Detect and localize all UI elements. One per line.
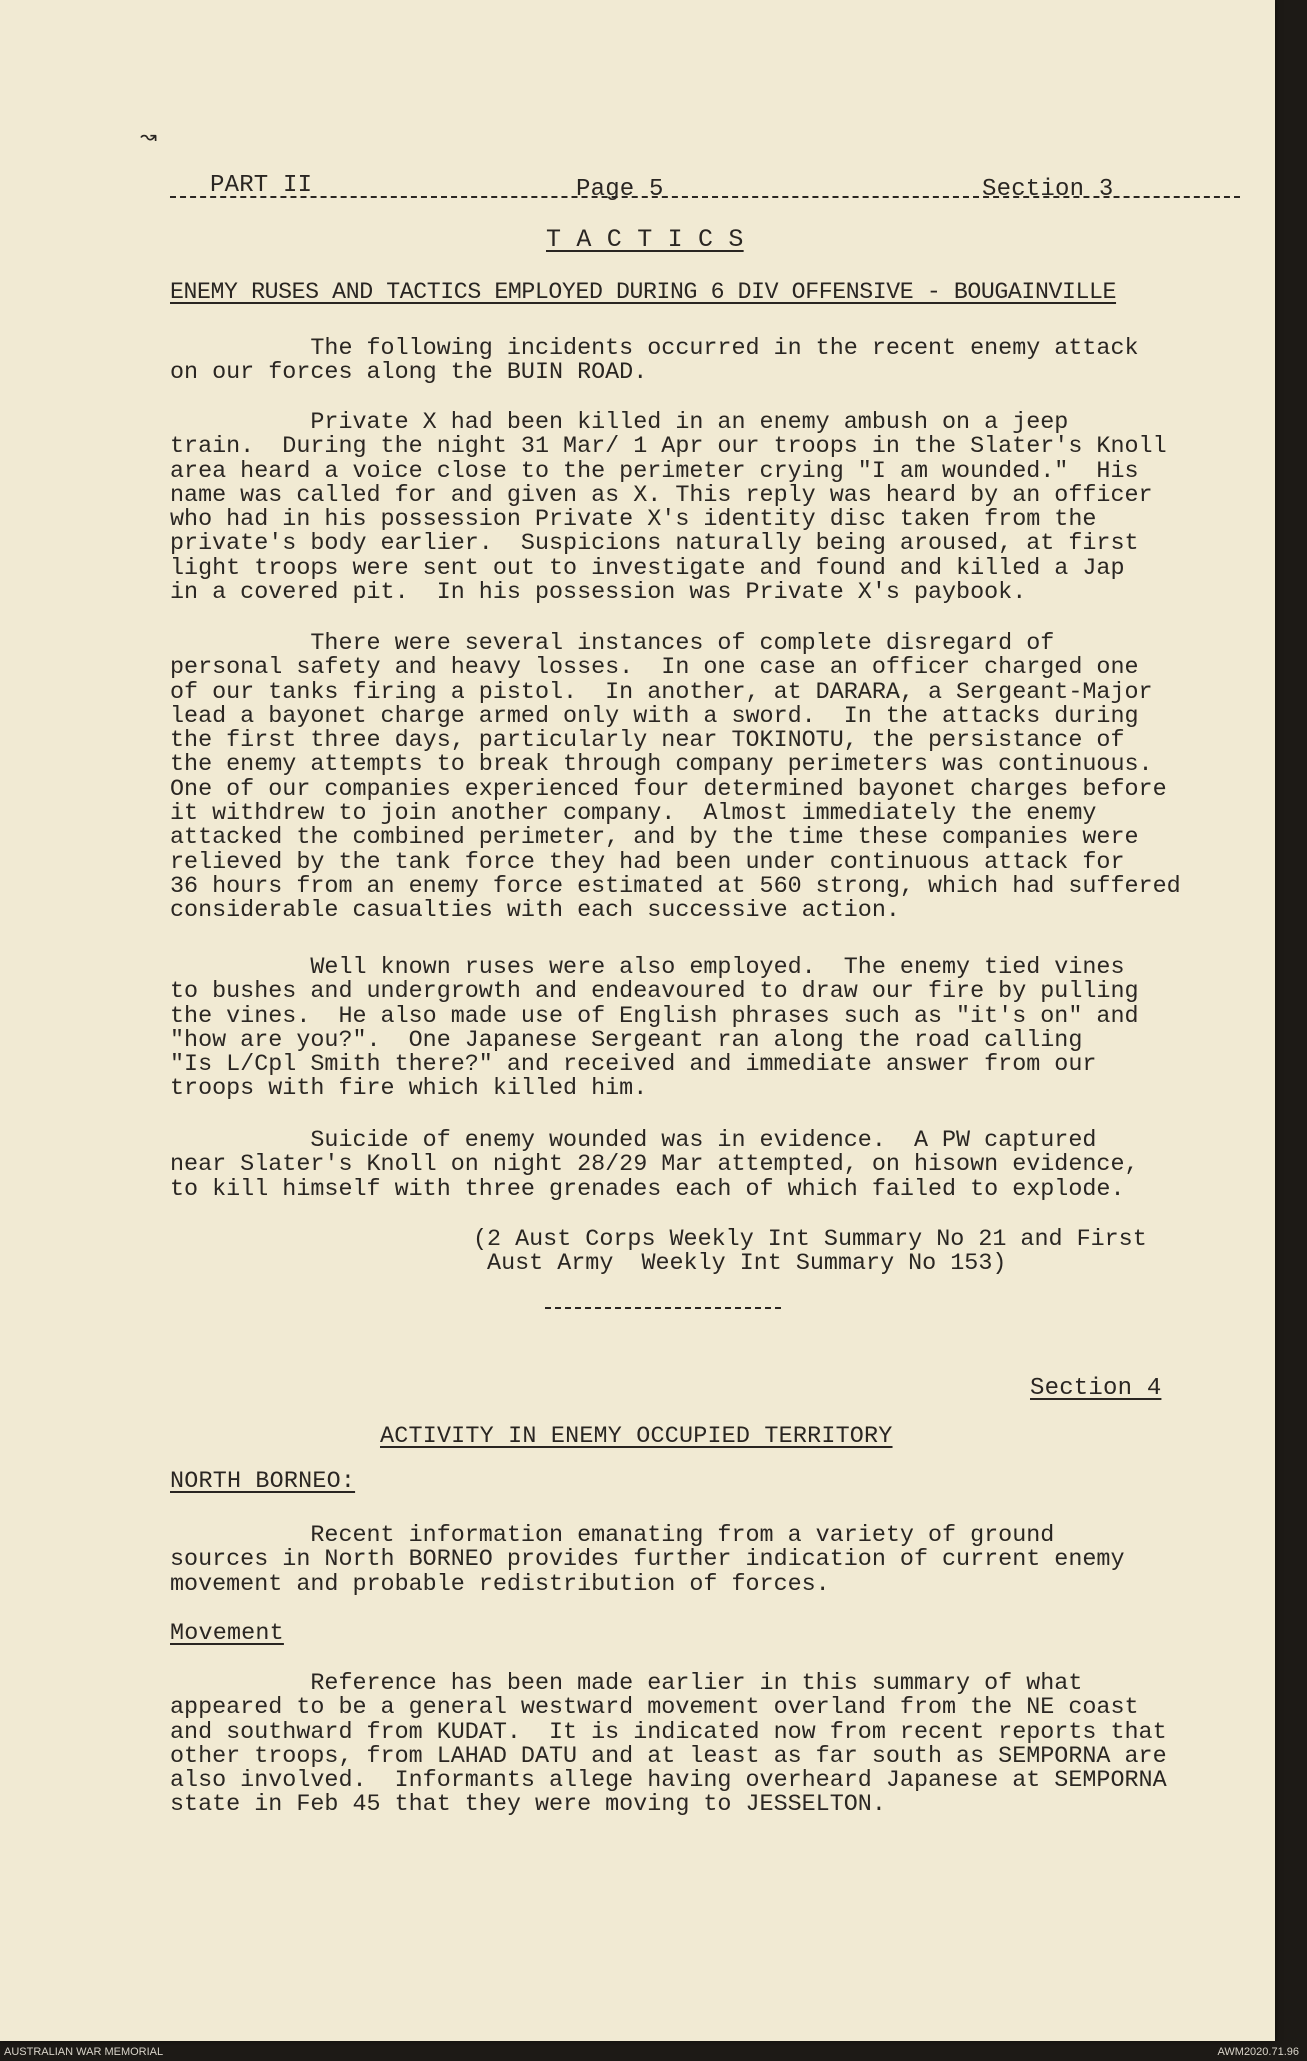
pencil-mark: ↝ xyxy=(140,124,157,148)
region-heading: NORTH BORNEO: xyxy=(170,1469,356,1495)
section4-title: ACTIVITY IN ENEMY OCCUPIED TERRITORY xyxy=(380,1424,893,1450)
paragraph-movement: Reference has been made earlier in this summary of what appeared to be a general westward movement overland from the NE coast and southward from KUDAT. It is indicated now from recent reports that other troops, from LAHAD DATU and at least as far south as SEMPORNA are also involved. Informants allege having overheard Japanese at SEMPORNA state in Feb 45 that they were moving to JESSELTON. xyxy=(170,1671,1167,1819)
source-citation: (2 Aust Corps Weekly Int Summary No 21 and First Aust Army Weekly Int Summary No 153) xyxy=(473,1227,1147,1278)
section4-label: Section 4 xyxy=(1030,1375,1162,1402)
header-section: Section 3 xyxy=(982,176,1114,203)
paragraph-intro: The following incidents occurred in the recent enemy attack on our forces along the BUIN ROAD. xyxy=(170,336,1139,387)
paragraph-ruses: Well known ruses were also employed. The enemy tied vines to bushes and undergrowth and endeavoured to draw our fire by pulling the vines. He also made use of English phrases such as "it's on" and "how are you?". One Japanese Sergeant ran along the road calling "Is L/Cpl Smith there?" and received and immediate answer from our troops with fire which killed him. xyxy=(170,955,1139,1103)
section-subtitle: ENEMY RUSES AND TACTICS EMPLOYED DURING 6 DIV OFFENSIVE - BOUGAINVILLE xyxy=(170,279,1117,305)
paragraph-losses: There were several instances of complete disregard of personal safety and heavy losses. In one case an officer charged one of our tanks firing a pistol. In another, at DARARA, a Sergeant-Major lead a bayonet charge armed only with a sword. In the attacks during the first three days, particularly near TOKINOTU, the persistance of the enemy attempts to break through company perimeters was continuous. One of our companies experienced four determined bayonet charges before it withdrew to join another company. Almost immediately the enemy attacked the combined perimeter, and by the time these companies were relieved by the tank force they had been under continuous attack for 36 hours from an enemy force estimated at 560 strong, which had suffered considerable casualties with each successive action. xyxy=(170,631,1181,925)
paragraph-borneo-intro: Recent information emanating from a variety of ground sources in North BORNEO provides further indication of current enemy movement and probable redistribution of forces. xyxy=(170,1523,1125,1598)
paragraph-private-x: Private X had been killed in an enemy ambush on a jeep train. During the night 31 Mar/ 1 Apr our troops in the Slater's Knoll area heard a voice close to the perimeter crying "I am wounded." His name was called for and given as X. This reply was heard by an officer who had in his possession Private X's identity disc taken from the private's body earlier. Suspicions naturally being aroused, at first light troops were sent out to investigate and found and killed a Jap in a covered pit. In his possession was Private X's paybook. xyxy=(170,410,1167,607)
footer-archive-name: AUSTRALIAN WAR MEMORIAL xyxy=(4,2046,164,2058)
movement-heading: Movement xyxy=(170,1621,284,1647)
section-title: T A C T I C S xyxy=(546,225,744,254)
footer-accession-number: AWM2020.71.96 xyxy=(1217,2046,1299,2058)
header-part: PART II xyxy=(210,172,313,199)
header-page: Page 5 xyxy=(576,176,664,203)
section-separator xyxy=(545,1307,781,1309)
paragraph-suicide: Suicide of enemy wounded was in evidence. A PW captured near Slater's Knoll on night 28/29 Mar attempted, on hisown evidence, to kill himself with three grenades each of which failed to explode. xyxy=(170,1128,1139,1203)
